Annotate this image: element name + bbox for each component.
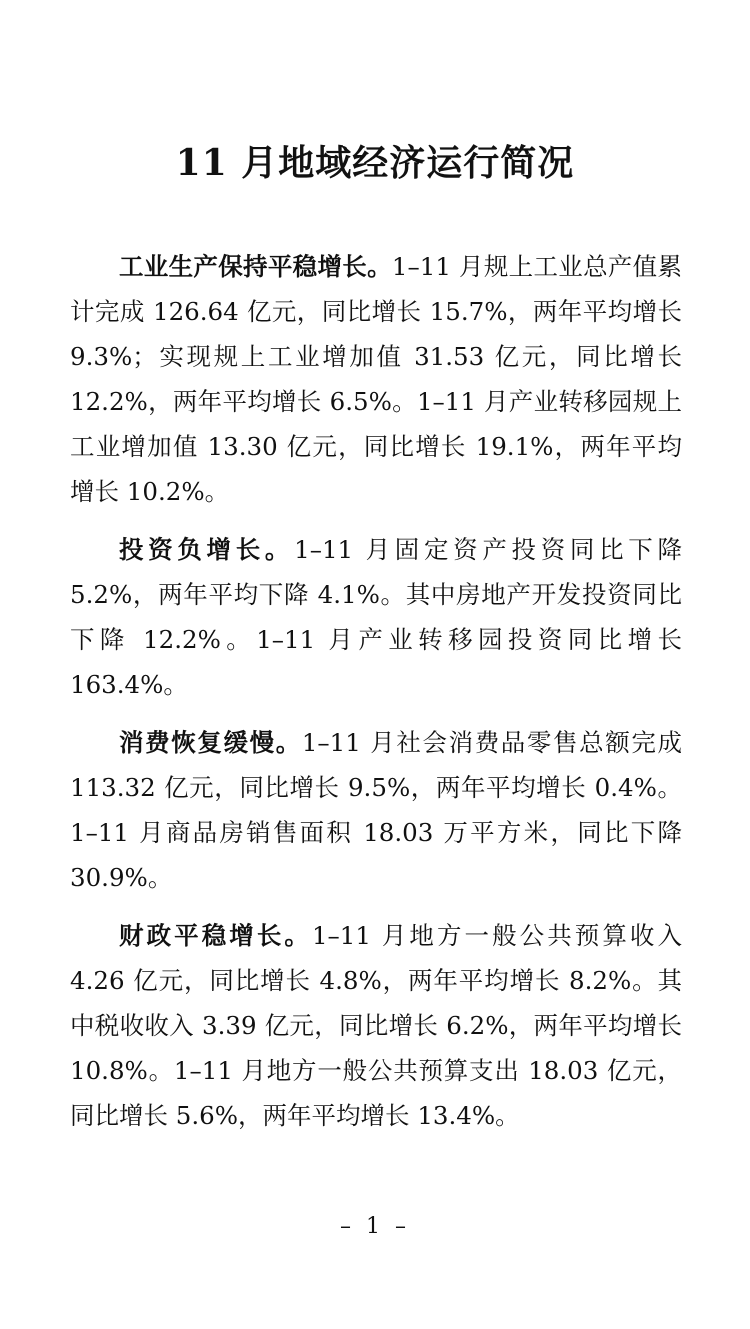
paragraph-investment: [70, 527, 682, 707]
paragraph-lead: 消费恢复缓慢。: [119, 728, 302, 757]
paragraph-text: 1–11 月地方一般公共预算收入 4.26 亿元，同比增长 4.8%，两年平均增长 8.2%。其中税收收入 3.39 亿元，同比增长 6.2%，两年平均增长 10.8%。1–11 月地方一般公共预算支出 18.03 亿元，同比增长 5.6%，两年平均增长 13.4%。: [70, 921, 682, 1130]
paragraph-consumption: [70, 720, 682, 900]
paragraph-industry: [70, 244, 682, 514]
paragraph-text: 1–11 月固定资产投资同比下降 5.2%，两年平均下降 4.1%。其中房地产开发投资同比下降 12.2%。1–11 月产业转移园投资同比增长 163.4%。: [70, 535, 682, 699]
document-title: 11 月地域经济运行简况: [175, 142, 575, 184]
paragraph-finance: [70, 913, 682, 1138]
paragraph-text: 1–11 月社会消费品零售总额完成 113.32 亿元，同比增长 9.5%，两年平均增长 0.4%。1–11 月商品房销售面积 18.03 万平方米，同比下降 30.9%。: [70, 728, 682, 892]
document-body: [70, 244, 682, 1151]
paragraph-lead: 财政平稳增长。: [119, 921, 312, 950]
paragraph-lead: 工业生产保持平稳增长。: [119, 252, 392, 281]
paragraph-text: 1–11 月规上工业总产值累计完成 126.64 亿元，同比增长 15.7%，两年平均增长 9.3%；实现规上工业增加值 31.53 亿元，同比增长 12.2%，两年平均增长 6.5%。1–11 月产业转移园规上工业增加值 13.30 亿元，同比增长 19.1%，两年平均增长 10.2%。: [70, 252, 682, 506]
paragraph-lead: 投资负增长。: [119, 535, 295, 564]
page-number: – 1 –: [340, 1214, 410, 1239]
